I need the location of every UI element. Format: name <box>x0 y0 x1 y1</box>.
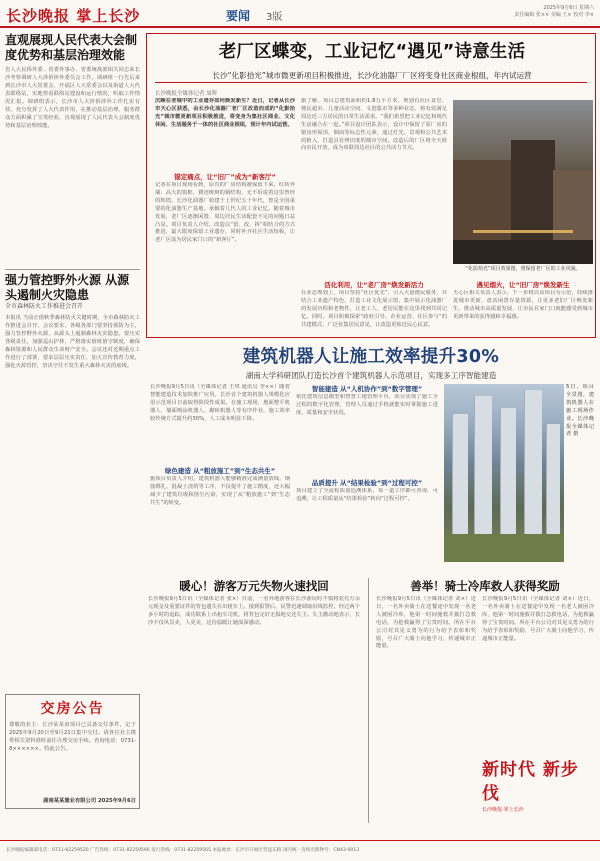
left-story-1-body: 省人大民侨外委、省委外事办、省委统战部相关同志来长沙考察调研人大涉侨涉外委员会工作。调研组一行先后来到长沙市人大常委会、开福区人大常委会以及街道人大代表联络站，实地察看联络站建设和运行情况，听取工作情况汇报。调研组表示，长沙市人大涉侨涉外工作扎实有效，充分发挥了人大代表作用，在推动基层治理、服务群众方面积累了宝贵经验，直观展现了人民代表大会制度优势和基层治理效能。 <box>5 67 140 129</box>
page-number: 3版 <box>266 12 283 23</box>
notice-box <box>5 694 140 809</box>
top-story-rule <box>155 82 587 83</box>
column-divider <box>368 578 369 823</box>
middle-story <box>146 340 596 573</box>
top-story-col-3: 在业态规划上，项目坚持“社区优先”，引入大量便民服务，并结合工业遗产特色，打造工业文化展示馆，集中展示化油器厂的发展历程和老物件，让老工人、老居民能在这里找到共同记忆。同时，项目积极探索“政府引导、企业运营、社区参与”的共建模式，广泛征集居民意见，让改造更贴近民心民意。 <box>301 290 447 328</box>
middle-story-subtitle: 湖南大学科研团队打造长沙首个建筑机器人示范项目，实现多工序智能建造 <box>245 371 497 380</box>
brand-tag: 长沙晚报·掌上长沙 <box>482 807 524 813</box>
masthead <box>0 0 600 28</box>
left-story-2 <box>5 273 140 690</box>
brand-banner <box>482 758 594 813</box>
top-story-headline[interactable]: 老厂区蝶变，工业记忆“遇见”诗意生活 <box>218 42 526 62</box>
middle-story-subhead-1: 绿色建造 从“粗放施工”到“生态共生” <box>164 467 276 475</box>
notice-body: 尊敬的业主：长沙某某府项目已具备交付条件，定于2025年9月20日至9月21日集中交付。请各位业主携带相关资料准时前往办理交房手续。咨询电话：0731-8××××××。特此公告。 <box>9 722 136 752</box>
left-story-1-title: 直观展现人民代表大会制度优势和基层治理效能 <box>5 33 138 62</box>
bottom-story-2-body-a: 长沙晚报9月5日讯（全媒体记者 刘×）近日，一名外卖骑士在送餐途中发现一名老人被困冷库，他第一时间施救并拨打急救电话，为抢救赢得了宝贵时间。所在平台公司对其见义勇为的行为给予表彰和奖励，号召广大骑士向他学习，传递城市正能量。 <box>376 596 476 650</box>
section-name: 要闻 <box>226 9 251 23</box>
newspaper-logo: 长沙晚报 掌上长沙 <box>6 7 141 25</box>
notice-title: 交房公告 <box>40 701 105 717</box>
middle-story-photo-caption: 5日，项目全景图，建筑机器人在施工现场作业。长沙晚报全媒体记者 摄 <box>566 384 594 438</box>
bottom-story-2-title[interactable]: 善举！骑士冷库救人获得奖励 <box>410 579 560 593</box>
middle-story-headline[interactable]: 建筑机器人让施工效率提升30% <box>242 347 500 367</box>
notice-signature: 湖南某某置业有限公司 2025年9月6日 <box>43 798 136 804</box>
middle-story-col-4: 项目建立了全流程质量追溯体系，每一道工序都可查询、可追溯，让工程质量从“结果检验”转向“过程可控”。 <box>296 488 438 502</box>
left-story-1 <box>5 33 140 266</box>
bottom-story-2-body-b: 长沙晚报9月5日讯（全媒体记者 刘×）近日，一名外卖骑士在送餐途中发现一名老人被困冷库，他第一时间施救并拨打急救电话，为抢救赢得了宝贵时间。所在平台公司对其见义勇为的行为给予表彰和奖励，号召广大骑士向他学习，传递城市正能量。 <box>482 596 594 642</box>
top-story <box>146 33 596 338</box>
masthead-rule <box>0 26 600 28</box>
middle-story-col-2: 据项目负责人介绍，建筑机器人能够精准完成测量放线、钢筋绑扎、混凝土浇筑等工序，不仅提升了施工精度，还大幅减少了建筑垃圾和扬尘污染，实现了从“粗放施工”到“生态共生”的转变。 <box>150 476 290 506</box>
middle-story-col-3: 依托建筑信息模型和智慧工地管理平台，项目实现了施工全过程的数字化管理，管理人员通过手机就能实时掌握施工进度、质量和安全状况。 <box>296 394 438 416</box>
bottom-story-1-body: 长沙晚报9月5日讯（全媒体记者 张×）日前，一名外地游客在长沙游玩时不慎将装有万余元现金及重要证件的背包遗失在出租车上。接到报警后，民警迅速调取沿线监控，经过两个多小时的追踪，成功联系上出租车司机，将背包完好无损地交还失主。失主激动地表示，长沙不仅风景美，人更美，这份温暖让她深深感动。 <box>148 596 360 626</box>
bottom-stories <box>146 578 596 828</box>
issue-date: 2025年9月6日 星期六 <box>543 5 594 11</box>
top-story-byline: 长沙晚报全媒体记者 周辉 <box>155 91 218 97</box>
middle-story-subhead-3: 品质提升 从“结果检验”到“过程可控” <box>311 479 423 487</box>
bottom-story-1-title[interactable]: 暖心！游客万元失物火速找回 <box>179 579 329 593</box>
middle-story-col-1: 长沙晚报9月5日讯（全媒体记者 王琪 通讯员 李××）随着智能建造技术加快推广应用，长沙首个建筑机器人规模化应用示范项目日前取得阶段性成果。在施工现场，地面整平机器人、墙面喷涂机器人、砌砖机器人等有序作业，施工效率较传统方式提升约30%，人工成本明显下降。 <box>150 384 290 422</box>
top-story-photo-caption: “化影拾光”项目效果图，将保留老厂区的工业风貌。 <box>465 266 581 272</box>
top-story-subtitle: 长沙“化影拾光”城市微更新项目积极推进，长沙化油器厂厂区将变身社区商业根组，年内试运营 <box>212 71 532 80</box>
top-story-lead: 沉睡在老城中的工业遗存如何焕发新生？近日，记者从长沙市天心区获悉，由长沙化油器厂老厂区改造而成的“化影拾光”城市微更新项目积极推进，将变身为集社区商业、文化休闲、生活服务于一体的社区商业根组，预计年内试运营。 <box>155 98 295 128</box>
top-story-col-4: 天心区相关负责人表示，下一步将以该项目为示范，持续推进城市更新，盘活闲置存量资源，让更多老旧厂区焕发新生，推动城市高质量发展，让市民在家门口就能感受到城市更新带来的获得感和幸福感。 <box>453 290 593 320</box>
left-story-2-body: 本报讯 当前正值秋季森林防火关键时期，全市森林防火工作推进会召开。会议要求，各级各部门要坚持预防为主，强力管控野外火源，从源头上遏制森林火灾隐患。要压实各级责任，加强巡山护林，严格落实值班值守制度，确保森林资源和人民群众生命财产安全。会议还对近期重点工作进行了部署，要求层层压实责任，加大宣传教育力度，强化火源管控，坚决守住不发生重大森林火灾的底线。 <box>5 315 140 369</box>
middle-story-photo <box>444 384 564 562</box>
brand-slogan: 新时代 新步伐 <box>482 760 579 804</box>
left-column <box>5 33 140 833</box>
left-story-2-subtitle: 全市森林防火工作推进会召开 <box>5 303 84 310</box>
top-story-col-2: 据了解，项目总建筑面积约1.8万平方米，规划有社区食堂、便民超市、儿童活动空间、文创集市等多种业态，将有效满足周边近三万居民的日常生活需求。“我们希望把工业记忆和现代生活融合在一起。”项目设计团队表示，设计中保留了原厂房的锯齿形屋顶、烟囱等标志性元素，通过灯光、景观和公共艺术的植入，打造具有辨识度的城市空间。改造后的厂区将全天候向市民开放，成为串联周边社区的公共活力节点。 <box>301 98 447 152</box>
top-story-photo <box>453 100 593 264</box>
top-story-col-1: 记者在项目现场看到，原有的厂房结构被保留下来，红砖外墙、高大的窗框、锈迹斑斑的钢结构，无不诉说着这里曾经的辉煌。长沙化油器厂始建于上世纪五十年代，曾是全国重要的化油器生产基地，承载着几代人的工业记忆。随着城市发展，老厂区逐渐闲置，周边居民生活配套不足的问题日益凸显。项目负责人介绍，改造以“留、改、拆”相结合的方式推进，最大限度保留工业遗存，同时补齐社区生活短板，让老厂区成为居民家门口的“新客厅”。 <box>155 182 295 244</box>
top-story-subhead-3: 遇见烟火，让“旧厂房”焕发新生 <box>476 281 570 289</box>
top-story-subhead-1: 锚定痛点，让“旧厂”成为“新客厅” <box>174 173 276 181</box>
top-story-subhead-2: 活化利用，让“老厂房”焕发新活力 <box>324 281 424 289</box>
footer-contact-line: 长沙晚报编辑部电话：0731-82259520 广告热线：0731-82259566 发行热线：0731-82259565 本报地址：长沙市开福区营盘东路 国内统一连续出版物号：CN43-0013 <box>6 848 360 853</box>
masthead-meta <box>514 5 594 19</box>
divider <box>5 269 140 270</box>
middle-story-subhead-2: 智能建造 从“人机协作”到“数字管理” <box>311 385 423 393</box>
page-footer <box>0 840 600 861</box>
editor-credits: 责任编辑 张×× 美编 王× 校对 李× <box>514 12 594 18</box>
left-story-2-title: 强力管控野外火源 从源头遏制火灾隐患 <box>5 273 130 302</box>
